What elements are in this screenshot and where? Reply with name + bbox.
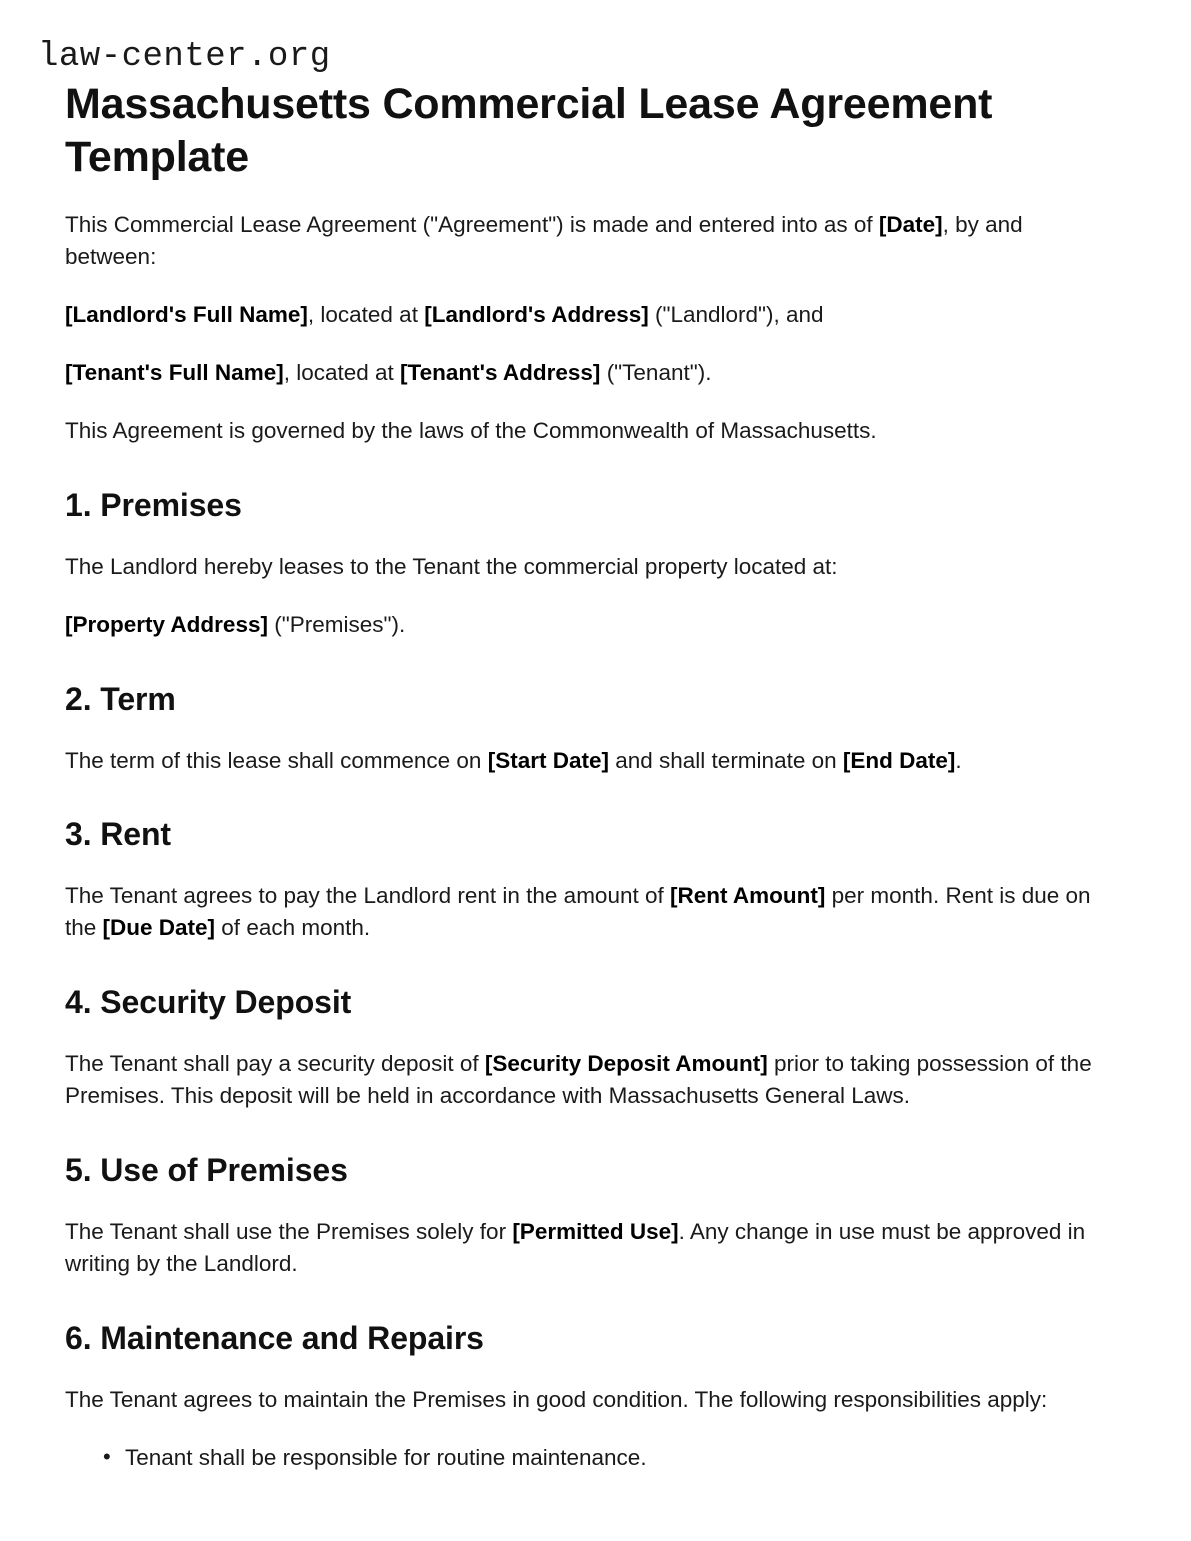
section-heading-use-of-premises: 5. Use of Premises — [65, 1152, 348, 1189]
site-brand: law-center.org — [38, 38, 331, 76]
permitted-use-placeholder: [Permitted Use] — [512, 1219, 679, 1245]
maintenance-responsibilities-list — [65, 1442, 1120, 1474]
term-paragraph — [65, 745, 1120, 777]
use-text-a: The Tenant shall use the Premises solely for — [65, 1219, 513, 1245]
maintenance-paragraph: The Tenant agrees to maintain the Premises in good condition. The following responsibilities apply: — [65, 1387, 1048, 1413]
premises-address-paragraph — [65, 609, 1120, 641]
rent-text-a: The Tenant agrees to pay the Landlord rent in the amount of — [65, 883, 670, 909]
tenant-text-a: , located at — [283, 359, 401, 385]
rent-text-b: per month. Rent is due on the — [65, 883, 1091, 941]
end-date-placeholder: [End Date] — [842, 747, 956, 773]
term-text-a: The term of this lease shall commence on — [65, 747, 488, 773]
section-heading-maintenance-and-repairs: 6. Maintenance and Repairs — [65, 1320, 484, 1357]
section-heading-security-deposit: 4. Security Deposit — [65, 984, 352, 1021]
deposit-text-b: prior to taking possession of the Premises. This deposit will be held in accordance with Massachusetts General Laws. — [65, 1051, 1092, 1109]
list-item: • Tenant shall be responsible for routine maintenance. — [123, 1442, 1120, 1474]
intro-text-b: , by and between: — [65, 211, 1023, 269]
use-of-premises-paragraph — [65, 1216, 1120, 1280]
landlord-name-placeholder: [Landlord's Full Name] — [65, 301, 308, 327]
use-text-b: . Any change in use must be approved in writing by the Landlord. — [65, 1219, 1086, 1277]
rent-amount-placeholder: [Rent Amount] — [670, 883, 826, 909]
term-text-c: . — [955, 747, 962, 773]
section-heading-term: 2. Term — [65, 680, 176, 717]
intro-paragraph-tenant — [65, 357, 1120, 389]
premises-suffix-text: ("Premises"). — [267, 611, 406, 637]
due-date-placeholder: [Due Date] — [102, 915, 216, 941]
property-address-placeholder: [Property Address] — [65, 611, 268, 637]
security-deposit-paragraph — [65, 1048, 1120, 1112]
section-heading-rent: 3. Rent — [65, 816, 171, 853]
page-title: Massachusetts Commercial Lease Agreement Template — [65, 80, 993, 181]
rent-paragraph — [65, 880, 1120, 944]
deposit-text-a: The Tenant shall pay a security deposit of — [65, 1051, 485, 1077]
landlord-address-placeholder: [Landlord's Address] — [424, 301, 649, 327]
intro-paragraph-landlord — [65, 299, 1120, 331]
tenant-text-b: ("Tenant"). — [600, 359, 712, 385]
term-text-b: and shall terminate on — [608, 747, 843, 773]
landlord-text-b: ("Landlord"), and — [648, 301, 824, 327]
tenant-address-placeholder: [Tenant's Address] — [400, 359, 601, 385]
intro-paragraph-parties-date — [65, 209, 1120, 273]
section-heading-premises: 1. Premises — [65, 486, 242, 523]
start-date-placeholder: [Start Date] — [487, 747, 609, 773]
tenant-name-placeholder: [Tenant's Full Name] — [65, 359, 284, 385]
intro-paragraph-governing-law: This Agreement is governed by the laws of the Commonwealth of Massachusetts. — [65, 417, 877, 443]
rent-text-c: of each month. — [215, 915, 371, 941]
date-placeholder: [Date] — [878, 211, 943, 237]
premises-paragraph: The Landlord hereby leases to the Tenant the commercial property located at: — [65, 553, 838, 579]
document-content — [0, 78, 1191, 1474]
intro-text-a: This Commercial Lease Agreement ("Agreement") is made and entered into as of — [65, 211, 879, 237]
landlord-text-a: , located at — [307, 301, 425, 327]
security-deposit-amount-placeholder: [Security Deposit Amount] — [484, 1051, 768, 1077]
